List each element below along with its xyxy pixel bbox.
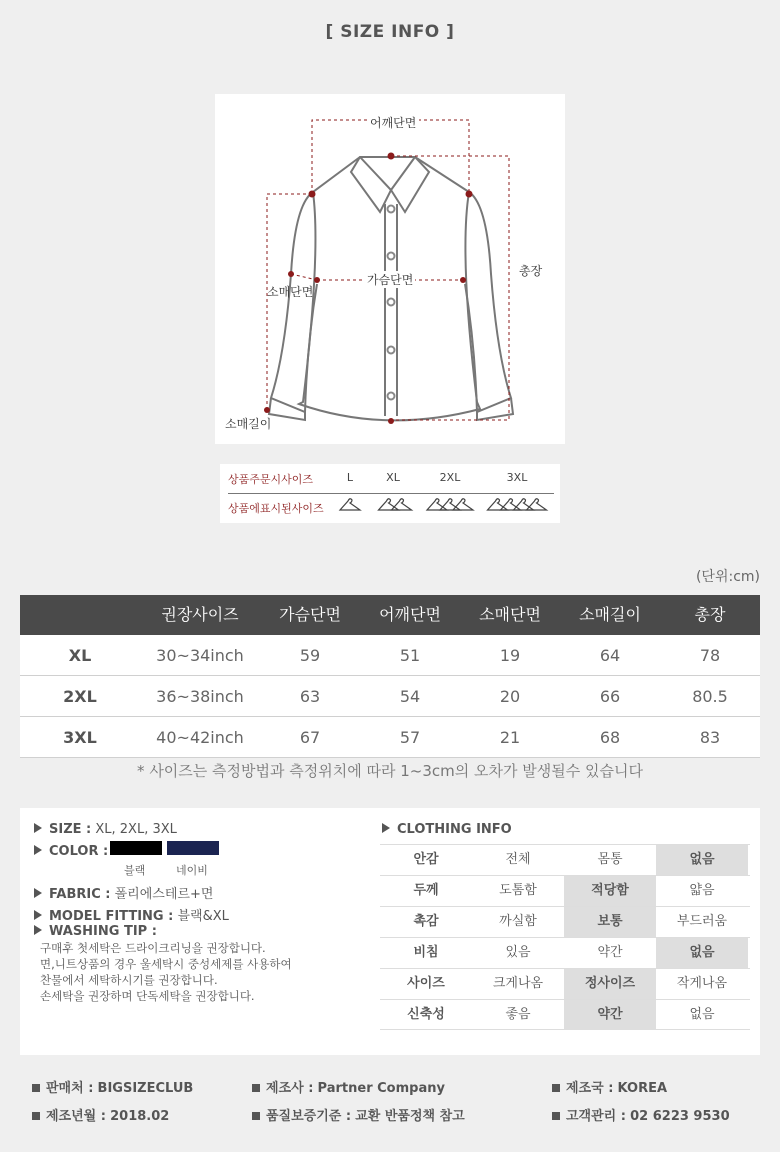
color-name-black: 블랙 [124, 864, 146, 877]
fabric-info: FABRIC : 폴리에스테르+면 [34, 883, 213, 902]
sleeve-width-label: 소매단면 [267, 285, 314, 299]
hanger-icon [514, 499, 534, 510]
hanger-icon [379, 499, 399, 510]
header-cell-shoulder: 어깨단면 [379, 605, 441, 624]
map-size-2xl: 2XL [439, 471, 461, 484]
clothing-info-option-selected: 적당함 [564, 876, 656, 906]
map-size-l: L [346, 471, 354, 484]
clothing-info-label: 사이즈 [407, 976, 445, 991]
cell-shoulder: 54 [399, 687, 421, 706]
triangle-bullet-icon [34, 888, 42, 898]
row-size: 3XL [63, 728, 97, 747]
washing-line: 찬물에서 세탁하시기를 권장합니다. [40, 973, 218, 987]
row-size: 2XL [63, 687, 97, 706]
footer-country: 제조국 : KOREA [552, 1077, 667, 1096]
cell-recommended: 36~38inch [156, 687, 244, 706]
cell-chest: 67 [299, 728, 321, 747]
clothing-info-option: 얇음 [689, 883, 715, 898]
clothing-info-option: 작게나옴 [676, 976, 728, 991]
total-length-label: 총장 [519, 264, 543, 278]
clothing-info-option-selected: 없음 [656, 845, 748, 875]
footer-seller: 판매처 : BIGSIZECLUB [32, 1077, 193, 1096]
hanger-icon [488, 499, 508, 510]
clothing-info-label: 촉감 [413, 914, 439, 929]
hanger-icon [440, 499, 460, 510]
clothing-info-label: 안감 [413, 852, 439, 867]
cell-sleeve-width: 20 [499, 687, 521, 706]
cell-sleeve-length: 68 [599, 728, 621, 747]
page-title: [ SIZE INFO ] [325, 22, 455, 42]
footer-customer-service: 고객관리 : 02 6223 9530 [552, 1105, 730, 1124]
clothing-info-row [380, 937, 750, 968]
clothing-info-option: 없음 [689, 1007, 715, 1022]
square-bullet-icon [552, 1112, 560, 1120]
clothing-info-label: 신축성 [407, 1007, 445, 1022]
clothing-info-option: 있음 [505, 945, 531, 960]
clothing-info-grid [380, 844, 750, 1030]
size-table [20, 595, 760, 758]
clothing-info-row [380, 906, 750, 937]
measurement-note: * 사이즈는 측정방법과 측정위치에 따라 1~3cm의 오차가 발생될수 있습니다 [137, 762, 643, 780]
color-name-navy: 네이비 [176, 864, 208, 877]
shoulder-label: 어깨단면 [367, 114, 419, 131]
clothing-info-row [380, 844, 750, 875]
cell-recommended: 40~42inch [156, 728, 244, 747]
table-row [20, 676, 760, 717]
cell-sleeve-width: 21 [499, 728, 521, 747]
square-bullet-icon [252, 1112, 260, 1120]
washing-line: 면,니트상품의 경우 울세탁시 중성세제를 사용하여 [40, 957, 292, 971]
shirt-illustration [215, 94, 565, 444]
cell-sleeve-length: 64 [599, 646, 621, 665]
clothing-info-option-selected: 정사이즈 [564, 969, 656, 999]
divider [228, 493, 554, 494]
cell-shoulder: 51 [399, 646, 421, 665]
clothing-info-label: 두께 [413, 883, 439, 898]
color-swatch-navy [167, 841, 219, 855]
header-cell-sleeve-length: 소매길이 [579, 605, 641, 624]
footer-maker: 제조사 : Partner Company [252, 1077, 445, 1096]
order-size-label: 상품주문시사이즈 [228, 473, 314, 486]
washing-line: 구매후 첫세탁은 드라이크리닝을 권장합니다. [40, 941, 266, 955]
header-cell-total-length: 총장 [694, 605, 726, 624]
cell-total-length: 83 [699, 728, 721, 747]
washing-tip-title: WASHING TIP : [34, 924, 157, 939]
hanger-icon [427, 499, 447, 510]
clothing-info-option: 몸통 [597, 852, 623, 867]
color-info: COLOR : [34, 844, 108, 859]
clothing-info-label: 비침 [413, 945, 439, 960]
clothing-info-row [380, 968, 750, 999]
clothing-info-option: 크게나옴 [492, 976, 544, 991]
row-size: XL [68, 646, 92, 665]
square-bullet-icon [32, 1084, 40, 1092]
hanger-icon [527, 499, 547, 510]
header-cell-recommended: 권장사이즈 [161, 605, 239, 624]
size-info: SIZE : XL, 2XL, 3XL [34, 822, 177, 837]
clothing-info-option: 까실함 [499, 914, 537, 929]
size-table-header [20, 595, 760, 635]
cell-sleeve-width: 19 [499, 646, 521, 665]
clothing-info-option-selected: 없음 [656, 938, 748, 968]
header-cell-sleeve-width: 소매단면 [479, 605, 541, 624]
table-row [20, 635, 760, 676]
tag-size-label: 상품에표시된사이즈 [228, 502, 324, 515]
triangle-bullet-icon [34, 925, 42, 935]
sleeve-length-label: 소매길이 [225, 417, 272, 431]
map-size-xl: XL [386, 471, 400, 484]
model-fitting-info: MODEL FITTING : 블랙&XL [34, 905, 229, 924]
product-info-panel [20, 808, 760, 1055]
footer-date: 제조년월 : 2018.02 [32, 1105, 169, 1124]
hanger-icon [501, 499, 521, 510]
clothing-info-option-selected: 약간 [564, 1000, 656, 1030]
cell-chest: 59 [299, 646, 321, 665]
square-bullet-icon [552, 1084, 560, 1092]
cell-sleeve-length: 66 [599, 687, 621, 706]
square-bullet-icon [32, 1112, 40, 1120]
size-mapping-table [220, 464, 560, 523]
hanger-icon [392, 499, 412, 510]
unit-label: (단위:cm) [695, 569, 760, 585]
clothing-info-option: 약간 [597, 945, 623, 960]
hanger-icons [220, 496, 560, 518]
triangle-bullet-icon [34, 823, 42, 833]
map-size-3xl: 3XL [506, 471, 528, 484]
clothing-info-title: CLOTHING INFO [382, 822, 512, 837]
footer-warranty: 품질보증기준 : 교환 반품정책 참고 [252, 1105, 465, 1124]
triangle-bullet-icon [34, 845, 42, 855]
clothing-info-option-selected: 보통 [564, 907, 656, 937]
cell-shoulder: 57 [399, 728, 421, 747]
clothing-info-row [380, 999, 750, 1030]
triangle-bullet-icon [382, 823, 390, 833]
measurement-diagram [215, 94, 565, 444]
triangle-bullet-icon [34, 910, 42, 920]
hanger-icon [453, 499, 473, 510]
clothing-info-row [380, 875, 750, 906]
clothing-info-option: 도톰함 [499, 883, 537, 898]
clothing-info-option: 전체 [505, 852, 531, 867]
cell-total-length: 80.5 [692, 687, 728, 706]
chest-label: 가슴단면 [367, 273, 414, 287]
hanger-icon [340, 499, 360, 510]
cell-total-length: 78 [699, 646, 721, 665]
table-row [20, 717, 760, 758]
clothing-info-option: 부드러움 [676, 914, 728, 929]
square-bullet-icon [252, 1084, 260, 1092]
cell-recommended: 30~34inch [156, 646, 244, 665]
color-swatch-black [110, 841, 162, 855]
clothing-info-option: 좋음 [505, 1007, 531, 1022]
header-cell-chest: 가슴단면 [279, 605, 341, 624]
cell-chest: 63 [299, 687, 321, 706]
washing-line: 손세탁을 권장하며 단독세탁을 권장합니다. [40, 989, 255, 1003]
